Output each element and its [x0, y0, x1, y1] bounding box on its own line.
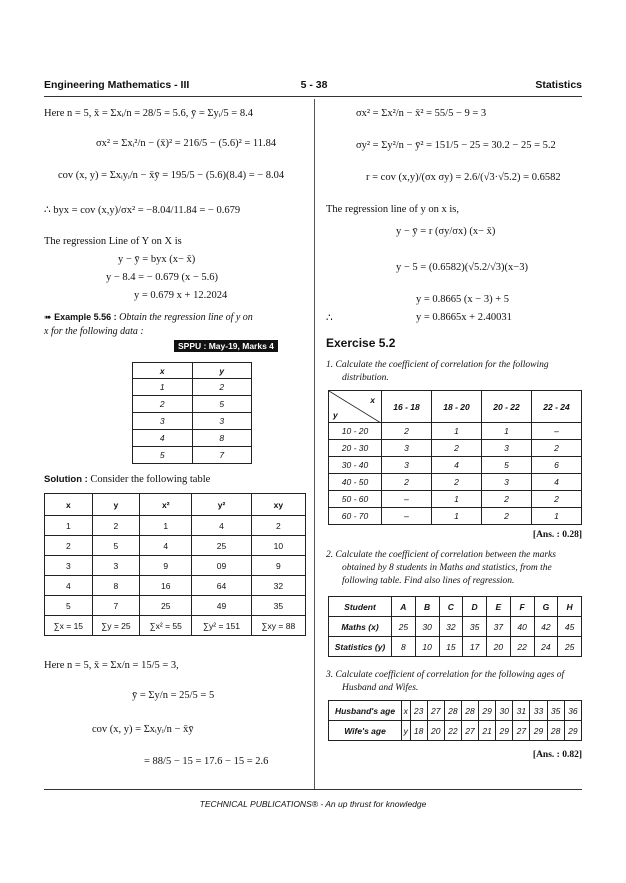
answer-3: [Ans. : 0.82]: [532, 750, 582, 760]
table-row: 5 7 25 49 35: [45, 596, 306, 616]
question-3: 3. Calculate coefficient of correlation for the following ages of: [326, 670, 565, 680]
calc-means: Here n = 5, x̄ = Σxᵢ/n = 28/5 = 5.6, ȳ = Σyᵢ/5 = 8.4: [44, 108, 253, 119]
question-3-cont: Husband and Wifes.: [342, 683, 419, 693]
example-data-table: [132, 362, 252, 464]
col-header: x²: [140, 494, 192, 516]
col-header-x: x: [133, 363, 193, 379]
book-title: Engineering Mathematics - III: [44, 79, 190, 91]
exercise-title: Exercise 5.2: [326, 336, 396, 350]
col-header-y: y: [192, 363, 252, 379]
table-row: 5 7: [133, 447, 252, 464]
table-row: 20 - 30 3 2 3 2: [329, 440, 582, 457]
question-1-cont: distribution.: [342, 373, 389, 383]
regression-eq-2: y − 8.4 = − 0.679 (x − 5.6): [106, 272, 219, 283]
col-header: 22 - 24: [532, 391, 582, 423]
footer-rule: [44, 789, 582, 790]
table-row: 1 2: [133, 379, 252, 396]
exam-tag: SPPU : May-19, Marks 4: [174, 340, 278, 352]
corner-cell: x y: [329, 391, 382, 423]
table-row: Wife's age y 18 20 22 27 21 29 27 29 28 29: [329, 721, 582, 741]
therefore-sign: ∴: [326, 313, 333, 324]
calc-ybar: ȳ = Σy/n = 25/5 = 5: [132, 690, 215, 701]
column-divider: [314, 99, 315, 789]
col-header: y²: [192, 494, 251, 516]
page-footer: TECHNICAL PUBLICATIONS® - An up thrust for knowledge: [199, 799, 427, 809]
col-header: x: [45, 494, 93, 516]
table-row: 4 8 16 64 32: [45, 576, 306, 596]
regression-eq-4: y − ȳ = r (σy/σx) (x− x̄): [396, 226, 496, 237]
table-row: Statistics (y) 8 10 15 17 20 22 24 25: [329, 637, 582, 657]
regression-eq-3: y = 0.679 x + 12.2024: [134, 290, 228, 301]
example-text: x for the following data :: [44, 326, 144, 337]
col-header: 16 - 18: [382, 391, 432, 423]
table-row: 60 - 70 – 1 2 1: [329, 508, 582, 525]
table-row: 2 5 4 25 10: [45, 536, 306, 556]
table-row: 10 - 20 2 1 1 –: [329, 423, 582, 440]
regression-intro-2: The regression line of y on x is,: [326, 204, 459, 215]
header-rule: [44, 96, 582, 97]
chapter-title: Statistics: [535, 79, 582, 91]
calc-byx: ∴ byx = cov (x,y)/σx² = −8.04/11.84 = − 0.679: [44, 205, 241, 216]
table-row: Maths (x) 25 30 32 35 37 40 42 45: [329, 617, 582, 637]
col-header: xy: [251, 494, 305, 516]
regression-eq-6: y = 0.8665 (x − 3) + 5: [416, 294, 510, 305]
example-heading: ➠ Example 5.56 : Obtain the regression line of y on: [44, 312, 253, 323]
page-number: 5 - 38: [300, 79, 328, 91]
calc-var-x: σx² = Σxᵢ²/n − (x̄)² = 216/5 − (5.6)² = 11.84: [96, 138, 277, 149]
answer-1: [Ans. : 0.28]: [532, 530, 582, 540]
table-row: 2 5: [133, 396, 252, 413]
regression-eq-1: y − ȳ = byx (x− x̄): [118, 254, 196, 265]
calc-cov: cov (x, y) = Σxᵢyᵢ/n − x̄ȳ = 195/5 − (5.6)(8.4) = − 8.04: [58, 170, 285, 181]
table-row: 3 3 9 09 9: [45, 556, 306, 576]
calc-var-x-2: σx² = Σx²/n − x̄² = 55/5 − 9 = 3: [356, 108, 487, 119]
table-row: 3 3: [133, 413, 252, 430]
q3-table: [328, 700, 582, 741]
calc-var-y: σy² = Σy²/n − ȳ² = 151/5 − 25 = 30.2 − 25 = 5.2: [356, 140, 556, 151]
table-row: 30 - 40 3 4 5 6: [329, 457, 582, 474]
regression-eq-5: y − 5 = (0.6582)(√5.2/√3)(x−3): [396, 262, 528, 273]
col-header: 20 - 22: [482, 391, 532, 423]
calc-cov-result: = 88/5 − 15 = 17.6 − 15 = 2.6: [144, 756, 269, 767]
solution-line: Solution : Consider the following table: [44, 474, 211, 485]
table-row: 1 2 1 4 2: [45, 516, 306, 536]
col-header: y: [92, 494, 140, 516]
calc-r: r = cov (x,y)/(σx σy) = 2.6/(√3·√5.2) = 0.6582: [366, 172, 561, 183]
col-header: 18 - 20: [432, 391, 482, 423]
arrow-icon: ➠: [44, 313, 52, 323]
page-header: [44, 79, 582, 93]
table-row: 50 - 60 – 1 2 2: [329, 491, 582, 508]
calc-cov-2: cov (x, y) = Σxᵢyᵢ/n − x̄ȳ: [92, 724, 194, 735]
q2-table: Student A B C D E F G H Maths (x) 25 30 32 35 37 40 42 45 Statistics (y) 8 10 15 17 20 22 24 25: [328, 596, 582, 657]
table-row: 40 - 50 2 2 3 4: [329, 474, 582, 491]
totals-row: ∑x = 15 ∑y = 25 ∑x² = 55 ∑y² = 151 ∑xy = 88: [45, 616, 306, 636]
table-row: 4 8: [133, 430, 252, 447]
solution-table: [44, 493, 306, 636]
question-2-cont: obtained by 8 students in Maths and statistics, from the: [342, 563, 552, 573]
calc-means-2: Here n = 5, x̄ = Σx/n = 15/5 = 3,: [44, 660, 179, 671]
table-row: Husband's age x 23 27 28 28 29 30 31 33 35 36: [329, 701, 582, 721]
regression-intro: The regression Line of Y on X is: [44, 236, 182, 247]
regression-final: y = 0.8665x + 2.40031: [416, 312, 512, 323]
question-2: 2. Calculate the coefficient of correlation between the marks: [326, 550, 556, 560]
question-1: 1. Calculate the coefficient of correlation for the following: [326, 360, 549, 370]
q1-table: [328, 390, 582, 525]
question-2-cont2: following table. Find also lines of regression.: [342, 576, 515, 586]
